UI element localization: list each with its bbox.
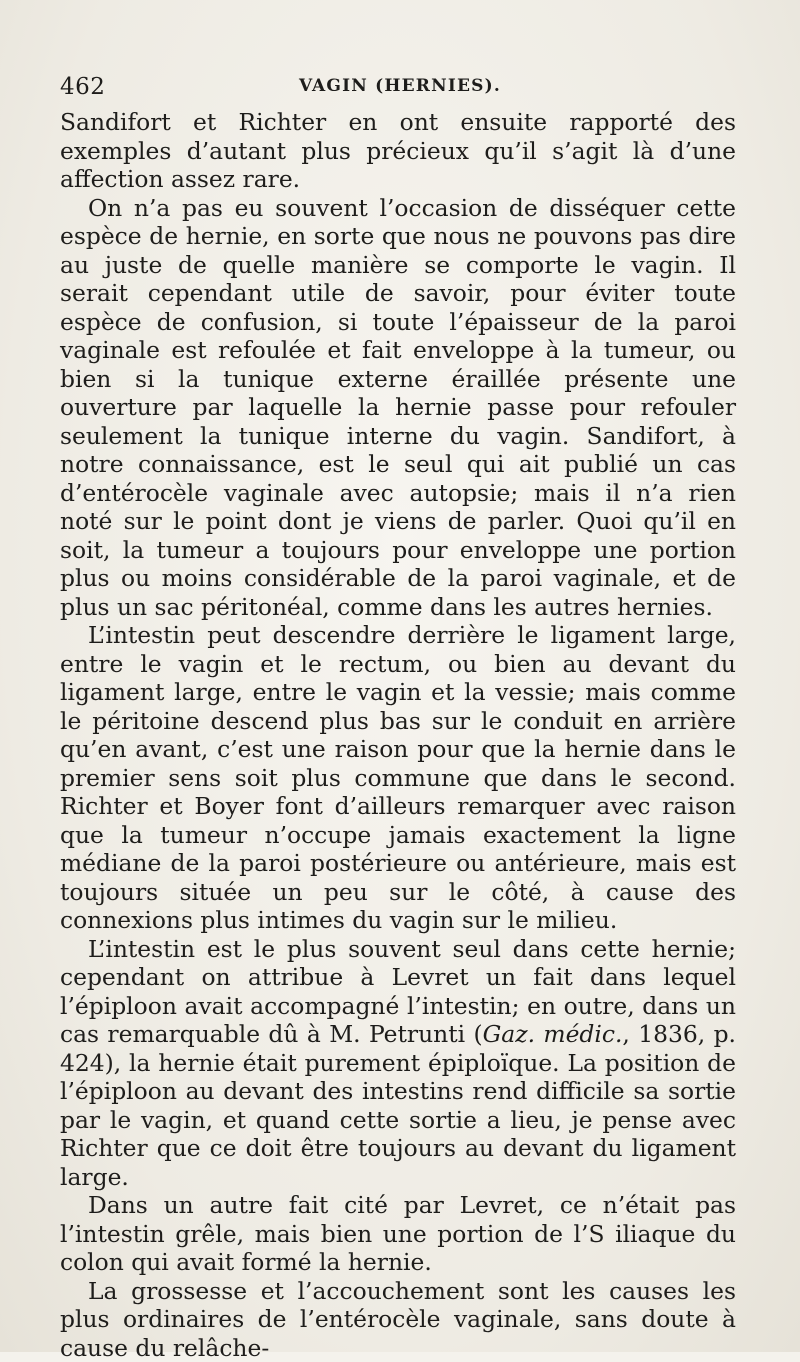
- page-header: [60, 74, 740, 102]
- paragraph: Sandifort et Richter en ont ensuite rapporté des exemples d’autant plus précieux qu’il s’agit là d’une affection assez rare.: [60, 108, 736, 194]
- body-text: [60, 108, 736, 1362]
- paragraph: L’intestin est le plus souvent seul dans cette hernie; cependant on attribue à Levret un fait dans lequel l’épiploon avait accompagné l’intestin; en outre, dans un cas remarquable dû à M. Petrunti (Gaz. médic., 1836, p. 424), la hernie était purement épiploïque. La position de l’épiploon au devant des intestins rend difficile sa sortie par le vagin, et quand cette sortie a lieu, je pense avec Richter que ce doit être toujours au devant du ligament large.: [60, 935, 736, 1192]
- running-title: VAGIN (HERNIES).: [60, 76, 740, 96]
- paragraph: L’intestin peut descendre derrière le ligament large, entre le vagin et le rectum, ou bien au devant du ligament large, entre le vagin et la vessie; mais comme le péritoine descend plus bas sur le conduit en arrière qu’en avant, c’est une raison pour que la hernie dans le premier sens soit plus commune que dans le second. Richter et Boyer font d’ailleurs remarquer avec raison que la tumeur n’occupe jamais exactement la ligne médiane de la paroi postérieure ou antérieure, mais est toujours située un peu sur le côté, à cause des connexions plus intimes du vagin sur le milieu.: [60, 621, 736, 935]
- page-number: 462: [60, 74, 105, 100]
- paragraph: On n’a pas eu souvent l’occasion de disséquer cette espèce de hernie, en sorte que nous ne pouvons pas dire au juste de quelle manière se comporte le vagin. Il serait cependant utile de savoir, pour éviter toute espèce de confusion, si toute l’épaisseur de la paroi vaginale est refoulée et fait enveloppe à la tumeur, ou bien si la tunique externe éraillée présente une ouverture par laquelle la hernie passe pour refouler seulement la tunique interne du vagin. Sandifort, à notre connaissance, est le seul qui ait publié un cas d’entérocèle vaginale avec autopsie; mais il n’a rien noté sur le point dont je viens de parler. Quoi qu’il en soit, la tumeur a toujours pour enveloppe une portion plus ou moins considérable de la paroi vaginale, et de plus un sac péritonéal, comme dans les autres hernies.: [60, 194, 736, 622]
- paragraph: La grossesse et l’accouchement sont les causes les plus ordinaires de l’entérocèle vaginale, sans doute à cause du relâche-: [60, 1277, 736, 1362]
- paragraph: Dans un autre fait cité par Levret, ce n’était pas l’intestin grêle, mais bien une portion de l’S iliaque du colon qui avait formé la hernie.: [60, 1191, 736, 1277]
